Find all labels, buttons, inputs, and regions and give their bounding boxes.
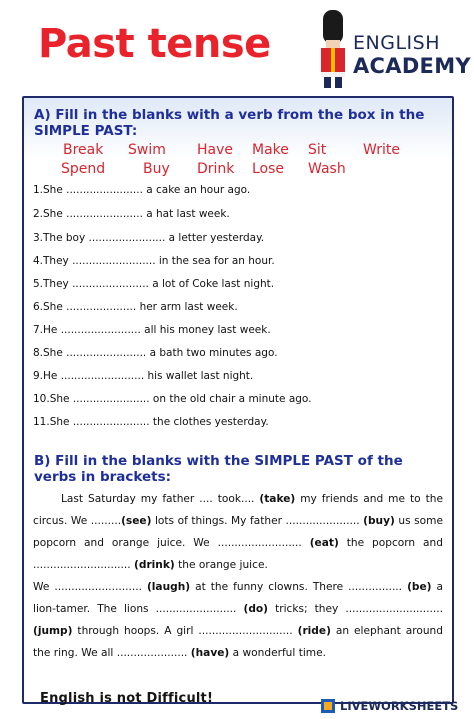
story-text: the orange juice. [174, 559, 268, 571]
exercise-frame [22, 96, 454, 704]
exercise-sentence: 2.She ....................... a hat last week. [33, 208, 230, 220]
verb-box [24, 142, 452, 178]
section-a-instruction: A) Fill in the blanks with a verb from the box in the SIMPLE PAST: [34, 107, 425, 139]
story-text: tricks; they ............................. [268, 603, 444, 615]
verb-hint: (have) [190, 647, 230, 659]
verb-item: Break [63, 142, 104, 158]
story-paragraph-1 [33, 488, 443, 576]
story-text: We .......................... [33, 581, 147, 593]
verb-hint: (buy) [363, 515, 395, 527]
verb-item: Have [197, 142, 234, 158]
story-text: a lion-tamer. The lions ........................ [33, 581, 444, 615]
verb-hint: (ride) [297, 625, 331, 637]
section-b-instruction: B) Fill in the blanks with the SIMPLE PAST of the verbs in brackets: [34, 453, 403, 485]
footer-slogan: English is not Difficult! [40, 691, 214, 706]
verb-item: Lose [252, 161, 285, 177]
verb-hint: (eat) [309, 537, 339, 549]
verb-item: Sit [308, 142, 327, 158]
exercise-sentence: 9.He ......................... his wallet last night. [33, 370, 254, 382]
story-text: my friends and me to the circus. We ......... [33, 493, 443, 527]
logo-line-academy: ACADEMY [353, 54, 471, 78]
exercise-sentence: 1.She ....................... a cake an hour ago. [33, 184, 251, 196]
verb-item: Wash [308, 161, 346, 177]
story-text: us some popcorn and orange juice. We ......................... [33, 515, 443, 549]
page-title: Past tense [38, 21, 271, 67]
brand-label: LIVEWORKSHEETS [340, 699, 459, 713]
verb-item: Spend [61, 161, 106, 177]
exercise-sentence: 11.She ....................... the clothes yesterday. [33, 416, 269, 428]
verb-hint: (do) [243, 603, 269, 615]
verb-hint: (jump) [33, 625, 73, 637]
story-text: lots of things. My father ...................... [151, 515, 364, 527]
liveworksheets-logo-icon [321, 699, 335, 713]
exercise-sentence: 3.The boy ....................... a letter yesterday. [33, 232, 265, 244]
story-text: Last Saturday my father .... took.... [61, 493, 260, 505]
verb-hint: (laugh) [146, 581, 191, 593]
exercise-sentence: 6.She ..................... her arm last week. [33, 301, 238, 313]
verb-hint: (drink) [134, 559, 175, 571]
verb-item: Make [252, 142, 289, 158]
verb-hint: (see) [121, 515, 152, 527]
exercise-sentence: 10.She ....................... on the old chair a minute ago. [33, 393, 312, 405]
verb-hint: (be) [407, 581, 432, 593]
exercise-sentence: 8.She ........................ a bath two minutes ago. [33, 347, 278, 359]
liveworksheets-brand [321, 698, 458, 714]
verb-item: Drink [197, 161, 235, 177]
logo-line-english: ENGLISH [353, 32, 440, 54]
logo-wordmark [353, 34, 471, 77]
story-paragraph-2 [33, 576, 443, 664]
story-text: through hoops. A girl ............................ [72, 625, 298, 637]
royal-guard-logo-icon [318, 10, 348, 88]
exercise-sentence: 7.He ........................ all his money last week. [33, 324, 271, 336]
story-text: at the funny clowns. There ................ [190, 581, 408, 593]
verb-hint: (take) [259, 493, 296, 505]
story-text: a wonderful time. [229, 647, 327, 659]
verb-item: Write [363, 142, 400, 158]
exercise-sentence: 4.They ......................... in the sea for an hour. [33, 255, 275, 267]
verb-item: Swim [128, 142, 166, 158]
exercise-sentence: 5.They ....................... a lot of Coke last night. [33, 278, 275, 290]
verb-item: Buy [143, 161, 170, 177]
story-text: the popcorn and ............................. [33, 537, 443, 571]
story-text: an elephant around the ring. We all ..................... [33, 625, 444, 659]
